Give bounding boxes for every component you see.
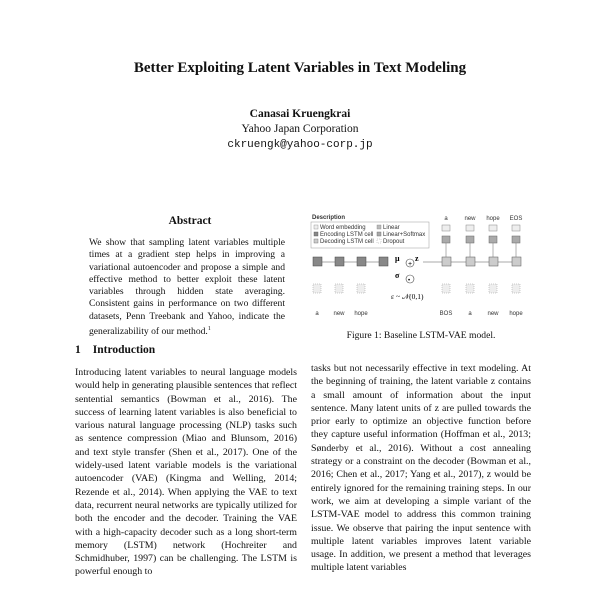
author-name: Canasai Kruengkrai — [249, 108, 351, 120]
figure-caption: Figure 1: Baseline LSTM-VAE model. — [346, 330, 496, 341]
top-word-eos: EOS — [509, 216, 523, 222]
legend-linear: Linear — [383, 225, 400, 231]
legend-title: Description — [312, 215, 346, 221]
legend-swatch-softmax — [377, 232, 381, 236]
legend-swatch-enc — [314, 232, 318, 236]
top-word-hope: hope — [486, 216, 500, 222]
enc-word-hope: hope — [354, 311, 368, 317]
encoder-cells — [313, 257, 388, 266]
dec-word-a: a — [468, 311, 472, 317]
decoder-output-boxes — [442, 225, 520, 243]
dec-word-new: new — [487, 311, 499, 317]
footnote-mark: 1 — [207, 326, 211, 333]
legend-swatch-dec — [314, 239, 318, 243]
enc-word-a: a — [315, 311, 319, 317]
author-email: ckruengk@yahoo-corp.jp — [227, 139, 373, 151]
z-label: z — [415, 254, 419, 263]
dec-word-bos: BOS — [439, 311, 453, 317]
legend-swatch-dropout — [377, 239, 381, 243]
top-word-a: a — [444, 216, 448, 222]
top-word-new: new — [464, 216, 476, 222]
abstract-text: We show that sampling latent variables multiple times at a gradient step helps in improving a variational autoencoder and propose a simple and effective method to better exploit these latent variables through hidden state averaging. Consistent gains in performance on two different datasets, Penn Treebank and Yahoo, indicate the generalizability of our method. — [89, 237, 285, 338]
lstm-vae-diagram — [309, 211, 534, 323]
intro-left-column: Introducing latent variables to neural language models would help in generating plausible sentences that reflect sentential semantics (Bowman et al., 2016). The success of learning latent variables is also beneficial to various natural language processing (NLP) tasks such as sentence compression (Miao and Blunsom, 2016) and text style transfer (Shen et al., 2017). One of the widely-used latent variable models is the variational autoencoder (VAE) (Kingma and Welling, 2014; Rezende et al., 2014). When applying the VAE to text data, recurrent neural networks are typically utilized for both the encoder and the decoder. Training the VAE with a high-capacity decoder such as a long short-term memory (LSTM) network (Hochreiter and Schmidhuber, 1997) can be challenging. The LSTM is powerful enough to — [75, 367, 297, 578]
legend-swatch-word-embedding — [314, 225, 318, 229]
abstract-body — [89, 237, 285, 339]
legend-word-embedding: Word embedding — [320, 225, 366, 231]
section-title: Introduction — [92, 344, 156, 356]
sigma-label: σ — [395, 271, 400, 280]
legend-decoding: Decoding LSTM cell — [320, 239, 374, 245]
figure-lstm-vae — [309, 211, 534, 323]
mu-label: μ — [395, 254, 400, 263]
legend-dropout: Dropout — [383, 239, 405, 245]
legend-encoding: Encoding LSTM cell — [320, 232, 374, 238]
author-affiliation: Yahoo Japan Corporation — [241, 123, 359, 135]
section-number: 1 — [75, 344, 81, 356]
plus-sign: + — [408, 261, 413, 268]
intro-right-column: tasks but not necessarily effective in text modeling. At the beginning of training, the latent variable z contains a small amount of information about the input sentence. Many latent units of z are pulled towards the prior early to optimize an objective function before they capture useful information (Hoffman et al., 2013; Sønderby et al., 2016). Without a cost annealing strategy or a constraint on the decoder (Bowman et al., 2016; Chen et al., 2017; Yang et al., 2017), z would be entirely ignored for the remaining training steps. In our work, we aim at developing a simple variant of the LSTM-VAE model to address this common training issue. We observe that pairing the input sentence with multiple latent variables improves latent variable usage. In addition, we present a method that leverages multiple latent variables — [311, 363, 531, 574]
eps-label: ε ~ 𝒩(0,1) — [391, 292, 424, 301]
decoder-cells — [423, 243, 521, 266]
times-sign: • — [408, 278, 411, 284]
dec-word-hope: hope — [509, 311, 523, 317]
section-heading — [75, 344, 155, 356]
paper-title: Better Exploiting Latent Variables in Text Modeling — [133, 60, 467, 76]
legend-softmax: Linear+Softmax — [383, 232, 426, 238]
abstract-heading: Abstract — [168, 215, 212, 227]
legend-swatch-linear — [377, 225, 381, 229]
enc-word-new: new — [333, 311, 345, 317]
